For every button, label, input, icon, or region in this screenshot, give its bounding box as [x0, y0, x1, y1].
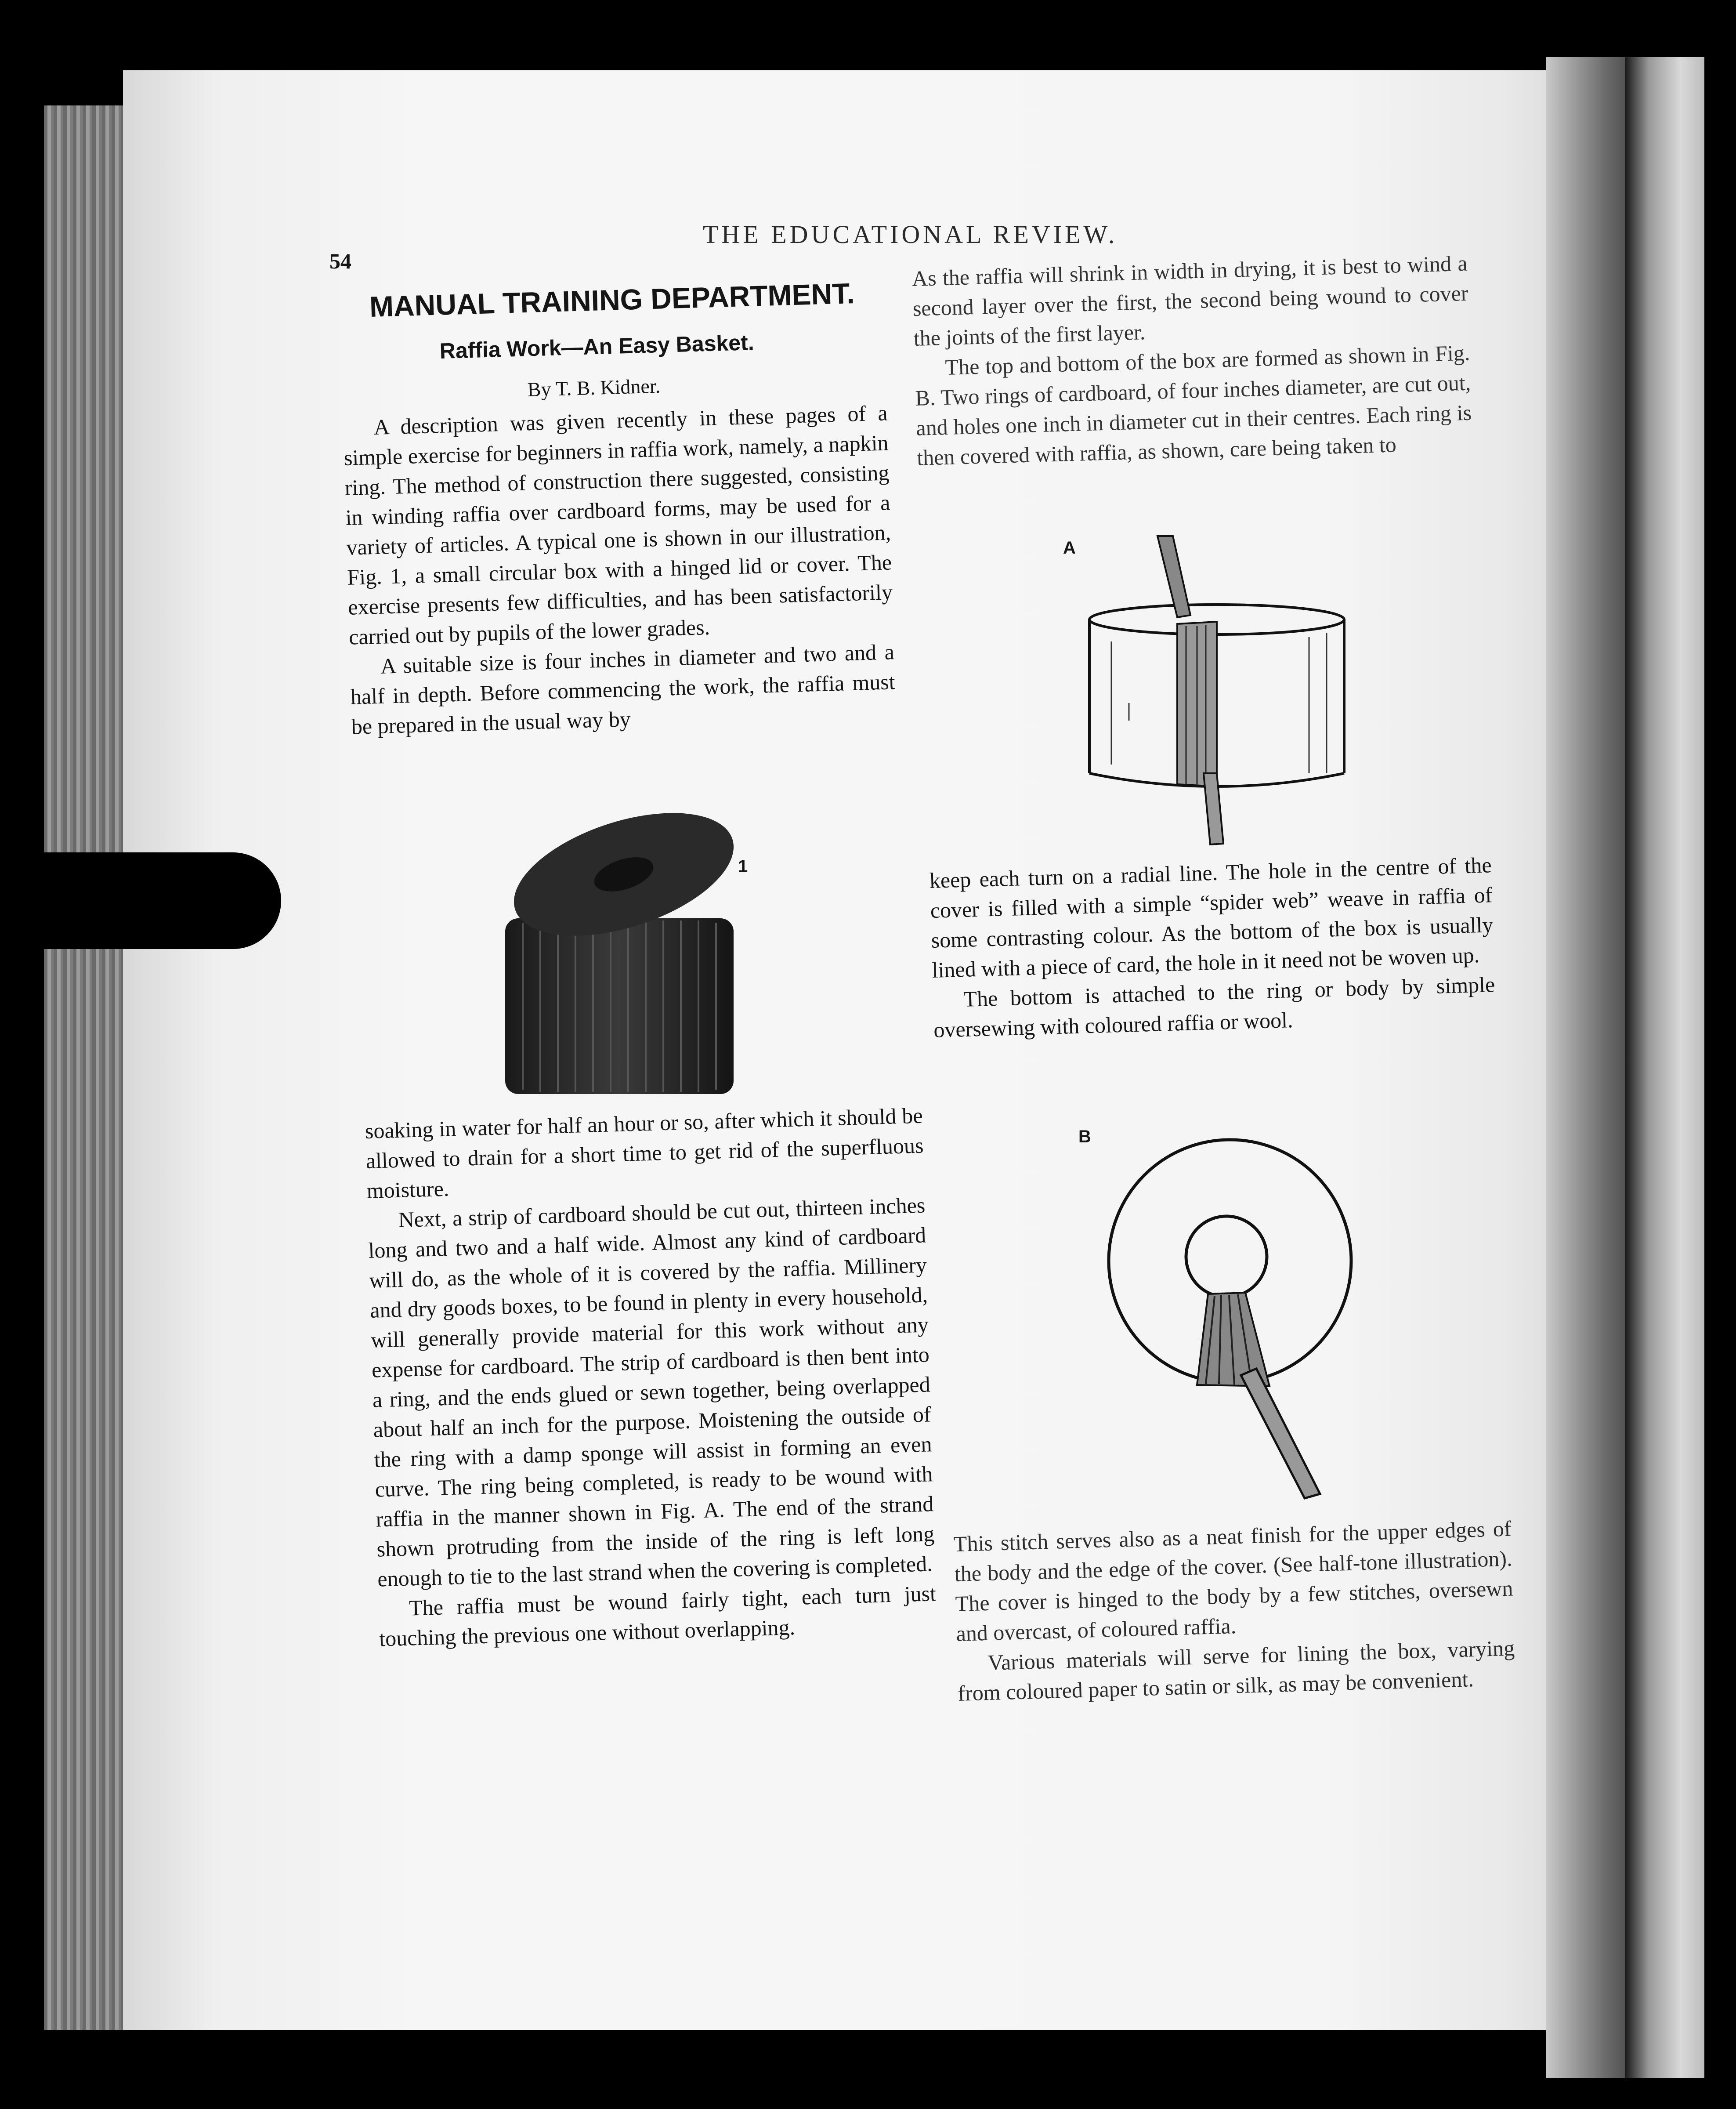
paragraph: The bottom is attached to the ring or body by simple oversewing with coloured raffia or wool.	[933, 972, 1495, 1042]
paragraph: The top and bottom of the box are formed as shown in Fig. B. Two rings of cardboard, of four inches diameter, are cut out, and holes one inch in diameter cut in their centres. Each ring is then covered with raffia, as shown, care being taken to	[915, 340, 1472, 470]
running-head: THE EDUCATIONAL REVIEW.	[703, 220, 1118, 249]
figure-1-label: 1	[738, 857, 748, 876]
column-2-top	[911, 248, 1473, 473]
paragraph: Next, a strip of cardboard should be cut out, thirteen inches long and two and a half wide. Almost any kind of cardboard will do, as the whole of it is covered by the raffia. Millinery and dry goods boxes, to be found in plenty in every household, will generally provide material for this work without any expense for cardboard. The strip of cardboard is then bent into a ring, and the ends glued or sewn together, being overlapped about half an inch for the purpose. Moistening the outside of the ring with a damp sponge will assist in forming an even curve. The ring being completed, is ready to be wound with raffia in the manner shown in Fig. A. The end of the strand shown protruding from the inside of the ring is left long enough to tie to the last strand when the covering is completed.	[368, 1192, 935, 1591]
paragraph: As the raffia will shrink in width in drying, it is best to wind a second layer over the first, the second being wound to cover the joints of the first layer.	[911, 250, 1469, 351]
page-clip	[0, 852, 281, 949]
figure-a-ring-diagram	[1072, 527, 1353, 861]
figure-a-label: A	[1063, 538, 1076, 558]
byline: By T. B. Kidner.	[527, 374, 661, 401]
paragraph: This stitch serves also as a neat finish for the upper edges of the body and the edge of the cover. (See half-tone illustration). The cover is hinged to the body by a few stitches, oversewn and overcast, of coloured raffia.	[953, 1516, 1514, 1646]
paragraph: A suitable size is four inches in diameter and two and a half in depth. Before commencing the work, the raffia must be prepared in the usual way by	[350, 639, 896, 739]
next-page-edge	[1625, 57, 1704, 2078]
column-2-bottom	[953, 1514, 1516, 1708]
book-page-edges	[44, 105, 132, 2030]
paragraph: Various materials will serve for lining the box, varying from coloured paper to satin or silk, as may be convenient.	[957, 1635, 1515, 1706]
paragraph: soaking in water for half an hour or so, after which it should be allowed to drain for a short time to get rid of the superfluous moisture.	[365, 1103, 924, 1203]
department-title: MANUAL TRAINING DEPARTMENT.	[369, 277, 855, 323]
paragraph: The raffia must be wound fairly tight, each turn just touching the previous one without overlapping.	[379, 1581, 937, 1651]
paragraph: keep each turn on a radial line. The hole in the centre of the cover is filled with a simple “spider web” weave in raffia of some contrasting colour. As the bottom of the box is usually lined with a piece of card, the hole in it need not be woven up.	[929, 852, 1494, 982]
figure-b-label: B	[1078, 1127, 1091, 1146]
column-2-middle	[929, 850, 1496, 1045]
article-title: Raffia Work—An Easy Basket.	[439, 330, 755, 363]
column-1-bottom	[365, 1101, 937, 1654]
page-number: 54	[329, 249, 351, 273]
figure-b-disc-diagram	[1089, 1129, 1371, 1507]
figure-1-basket-photo	[492, 808, 764, 1107]
paragraph: A description was given recently in these pages of a simple exercise for beginners in raffia work, namely, a napkin ring. The method of construction there suggested, consisting in winding raffia over cardboard forms, may be used for a variety of articles. A typical one is shown in our illustration, Fig. 1, a small circular box with a hinged lid or cover. The exercise presents few difficulties, and has been satisfactorily carried out by pupils of the lower grades.	[344, 400, 893, 649]
column-1-top	[343, 398, 896, 741]
